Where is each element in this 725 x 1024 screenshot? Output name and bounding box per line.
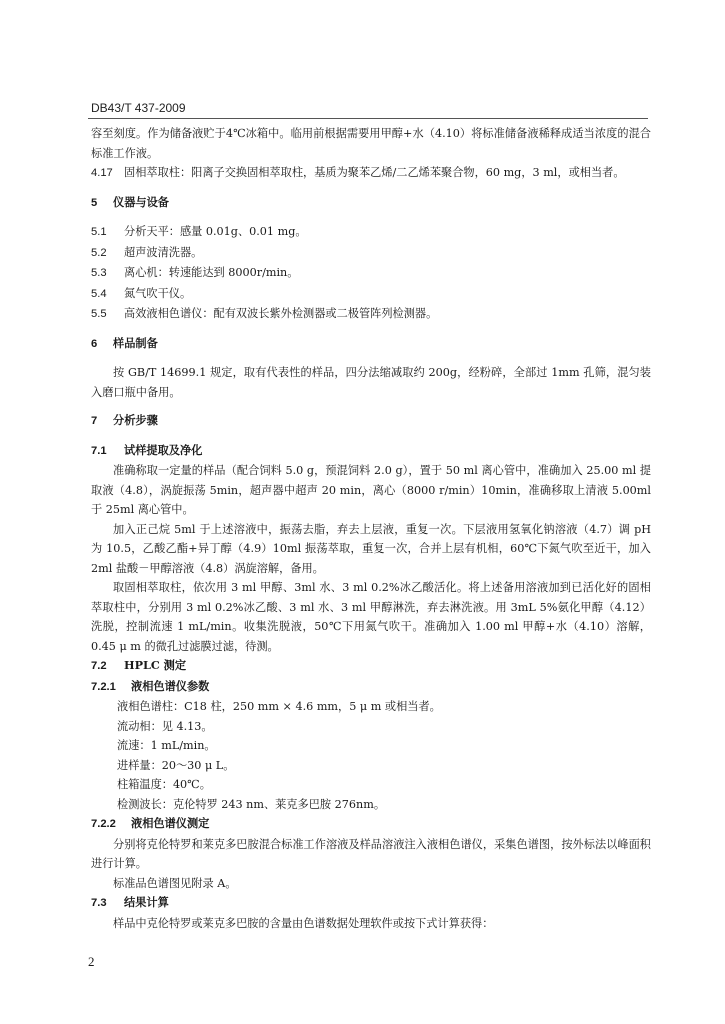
section-title: 结果计算 (124, 895, 169, 909)
document-body (91, 124, 651, 933)
paragraph-7-2-2-a: 分别将克伦特罗和莱克多巴胺混合标准工作溶液及样品溶液注入液相色谱仪，采集色谱图，按外标法以峰面积进行计算。 (91, 837, 651, 870)
param-flow-rate: 流速：1 mL/min。 (117, 739, 216, 752)
page-number: 2 (88, 954, 95, 969)
subsection-7-2-1-heading (91, 677, 651, 698)
section-number: 6 (91, 337, 98, 350)
section-title: HPLC 测定 (124, 658, 187, 672)
clause-5-5 (91, 304, 651, 325)
param-injection-volume: 进样量：20～30 μ L。 (117, 758, 235, 772)
clause-number: 5.4 (91, 287, 107, 300)
section-7-heading (91, 411, 651, 432)
paragraph-7-1-a: 准确称取一定量的样品（配合饲料 5.0 g，预混饲料 2.0 g），置于 50 ml 离心管中，准确加入 25.00 ml 提取液（4.8），涡旋振荡 5min，超声器中超声 20 min，离心（8000 r/min）10min，准确移取上清液 5.00ml 于 25ml 离心管中。 (91, 464, 651, 516)
section-number: 7.2.1 (91, 680, 116, 693)
section-number: 7.1 (91, 444, 107, 457)
paragraph-6: 按 GB/T 14699.1 规定，取有代表性的样品，四分法缩减取约 200g，经粉碎，全部过 1mm 孔筛，混匀装入磨口瓶中备用。 (91, 366, 651, 399)
clause-number: 5.1 (91, 226, 107, 238)
param-detection-wavelength: 检测波长：克伦特罗 243 nm、莱克多巴胺 276nm。 (117, 797, 386, 811)
clause-number: 5.2 (91, 246, 107, 259)
clause-5-3 (91, 263, 651, 284)
clause-text: 高效液相色谱仪：配有双波长紫外检测器或二极管阵列检测器。 (124, 307, 438, 320)
param-column-temperature: 柱箱温度：40℃。 (117, 778, 211, 791)
section-5-heading (91, 193, 651, 214)
clause-4-17 (91, 163, 651, 184)
section-title: 仪器与设备 (113, 194, 169, 209)
section-number: 7 (91, 415, 98, 427)
subsection-7-3-heading (91, 893, 651, 914)
clause-5-2 (91, 243, 651, 264)
paragraph-7-1-c: 取固相萃取柱，依次用 3 ml 甲醇、3ml 水、3 ml 0.2%冰乙酸活化。将上述备用溶液加到已活化好的固相萃取柱中，分别用 3 ml 0.2%冰乙酸、3 ml 水、3 ml 甲醇淋洗，弃去淋洗液。用 3mL 5%氨化甲醇（4.12）洗脱，控制流速 1 mL/min。收集洗脱液，50℃下用氮气吹干。准确加入 1.00 ml 甲醇+水（4.10）溶解，0.45 μ m 的微孔过滤膜过滤，待测。 (91, 581, 651, 653)
standard-code-header: DB43/T 437-2009 (91, 101, 186, 115)
clause-text: 分析天平：感量 0.01g、0.01 mg。 (124, 225, 307, 238)
paragraph-7-1-b: 加入正己烷 5ml 于上述溶液中，振荡去脂，弃去上层液，重复一次。下层液用氢氧化钠溶液（4.7）调 pH 为 10.5，乙酸乙酯+异丁醇（4.9）10ml 振荡萃取，重复一次，合并上层有机相，60℃下氮气吹至近干，加入 2ml 盐酸－甲醇溶液（4.8）涡旋溶解，备用。 (91, 522, 651, 575)
clause-text: 离心机：转速能达到 8000r/min。 (124, 266, 299, 279)
section-title: 液相色谱仪参数 (131, 678, 210, 693)
clause-5-4 (91, 284, 651, 305)
section-title: 样品制备 (113, 335, 158, 350)
section-number: 7.3 (91, 897, 107, 909)
section-6-heading (91, 334, 651, 355)
header-rule (88, 118, 648, 119)
paragraph-7-3: 样品中克伦特罗或莱克多巴胺的含量由色谱数据处理软件或按下式计算获得： (113, 916, 494, 930)
paragraph-7-2-2-b: 标准品色谱图见附录 A。 (113, 876, 237, 890)
section-number: 7.2.2 (91, 818, 116, 830)
param-mobile-phase: 流动相：见 4.13。 (117, 719, 213, 733)
section-title: 分析步骤 (113, 413, 158, 427)
section-number: 7.2 (91, 660, 107, 672)
section-title: 试样提取及净化 (124, 442, 203, 457)
clause-number: 5.3 (91, 267, 107, 279)
clause-text: 超声波清洗器。 (124, 245, 203, 259)
clause-number: 5.5 (91, 308, 107, 320)
subsection-7-2-heading (91, 656, 651, 677)
subsection-7-2-2-heading (91, 814, 651, 835)
paragraph-4-16-continued: 容至刻度。作为储备液贮于4℃冰箱中。临用前根据需要用甲醇+水（4.10）将标准储备液稀释成适当浓度的混合标准工作液。 (91, 127, 651, 160)
clause-text: 固相萃取柱：阳离子交换固相萃取柱，基质为聚苯乙烯/二乙烯苯聚合物，60 mg，3 ml，或相当者。 (124, 166, 625, 179)
clause-5-1 (91, 222, 651, 243)
subsection-7-1-heading (91, 441, 651, 462)
section-number: 5 (91, 196, 98, 209)
section-title: 液相色谱仪测定 (131, 816, 210, 830)
clause-text: 氮气吹干仪。 (124, 286, 192, 300)
param-column: 液相色谱柱：C18 柱，250 mm × 4.6 mm，5 μ m 或相当者。 (117, 700, 441, 713)
clause-number: 4.17 (91, 167, 113, 179)
